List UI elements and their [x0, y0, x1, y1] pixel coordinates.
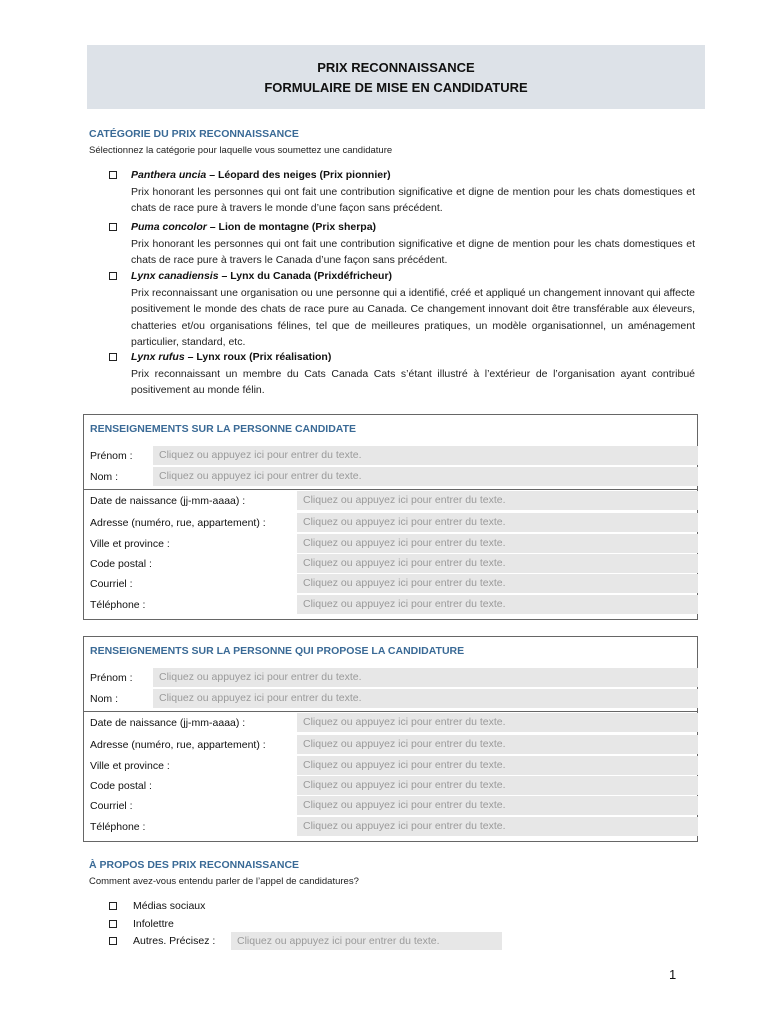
form-header — [87, 45, 705, 109]
candidate-code-input[interactable]: Cliquez ou appuyez ici pour entrer du texte. — [297, 554, 698, 573]
category-checkbox-pionnier[interactable] — [109, 171, 117, 179]
candidate-courriel-input[interactable]: Cliquez ou appuyez ici pour entrer du texte. — [297, 574, 698, 593]
category-desc-defricheur: Prix reconnaissant une organisation ou une personne qui a identifié, créé et appliqué un changement innovant qui affecte positivement le monde des chats de race pure au Canada. Ce changement innovant doit être transférable aux éleveurs, chatteries et/ou organisations félines, tel que de meilleures pratiques, un modèle organisationnel, un aménagement particulier, standard, etc. — [131, 287, 695, 348]
about-checkbox-infolettre[interactable] — [109, 920, 117, 928]
proposer-telephone-input[interactable]: Cliquez ou appuyez ici pour entrer du texte. — [297, 817, 698, 836]
proposer-nom-input[interactable]: Cliquez ou appuyez ici pour entrer du texte. — [153, 689, 698, 708]
category-desc-realisation: Prix reconnaissant un membre du Cats Canada Cats s’étant illustré à l’extérieur de l’organisation ayant contribué positivement au monde félin. — [131, 368, 695, 397]
proposer-telephone-label: Téléphone : — [90, 821, 146, 833]
proposer-courriel-input[interactable]: Cliquez ou appuyez ici pour entrer du texte. — [297, 796, 698, 815]
proposer-prenom-input[interactable]: Cliquez ou appuyez ici pour entrer du texte. — [153, 668, 698, 687]
proposer-prenom-label: Prénom : — [90, 672, 133, 684]
proposer-info-box — [83, 636, 698, 842]
candidate-prenom-input[interactable]: Cliquez ou appuyez ici pour entrer du texte. — [153, 446, 698, 465]
candidate-ville-input[interactable]: Cliquez ou appuyez ici pour entrer du texte. — [297, 534, 698, 553]
category-desc-pionnier: Prix honorant les personnes qui ont fait une contribution significative et digne de mention pour les chats domestiques et chats de race pure à travers le monde d’une façon sans précédent. — [131, 186, 695, 215]
candidate-adresse-label: Adresse (numéro, rue, appartement) : — [90, 517, 266, 529]
category-section-title: CATÉGORIE DU PRIX RECONNAISSANCE — [89, 128, 299, 140]
about-option-autres: Autres. Précisez : — [133, 935, 216, 947]
candidate-nom-input[interactable]: Cliquez ou appuyez ici pour entrer du texte. — [153, 467, 698, 486]
about-section-subtitle: Comment avez-vous entendu parler de l’appel de candidatures? — [89, 876, 359, 887]
candidate-prenom-label: Prénom : — [90, 450, 133, 462]
about-section-title: À PROPOS DES PRIX RECONNAISSANCE — [89, 859, 300, 871]
candidate-naissance-input[interactable]: Cliquez ou appuyez ici pour entrer du texte. — [297, 491, 698, 510]
category-title-realisation: Lynx rufus – Lynx roux (Prix réalisation) — [131, 351, 332, 363]
candidate-courriel-label: Courriel : — [90, 578, 133, 590]
proposer-code-label: Code postal : — [90, 780, 152, 792]
category-checkbox-realisation[interactable] — [109, 353, 117, 361]
header-subtitle: FORMULAIRE DE MISE EN CANDIDATURE — [264, 80, 528, 95]
proposer-courriel-label: Courriel : — [90, 800, 133, 812]
about-autres-input[interactable]: Cliquez ou appuyez ici pour entrer du texte. — [231, 932, 502, 950]
about-checkbox-autres[interactable] — [109, 937, 117, 945]
about-option-medias: Médias sociaux — [133, 900, 206, 912]
proposer-section-title: RENSEIGNEMENTS SUR LA PERSONNE QUI PROPOSE LA CANDIDATURE — [90, 645, 465, 657]
page-number: 1 — [669, 967, 677, 982]
about-checkbox-medias[interactable] — [109, 902, 117, 910]
candidate-nom-label: Nom : — [90, 471, 119, 483]
category-title-sherpa: Puma concolor – Lion de montagne (Prix sherpa) — [131, 221, 377, 233]
proposer-adresse-label: Adresse (numéro, rue, appartement) : — [90, 739, 266, 751]
candidate-ville-label: Ville et province : — [90, 538, 170, 550]
header-title: PRIX RECONNAISSANCE — [317, 60, 475, 75]
category-checkbox-defricheur[interactable] — [109, 272, 117, 280]
proposer-naissance-input[interactable]: Cliquez ou appuyez ici pour entrer du texte. — [297, 713, 698, 732]
candidate-telephone-label: Téléphone : — [90, 599, 146, 611]
proposer-naissance-label: Date de naissance (jj-mm-aaaa) : — [90, 717, 246, 729]
proposer-nom-label: Nom : — [90, 693, 119, 705]
category-section-subtitle: Sélectionnez la catégorie pour laquelle vous soumettez une candidature — [89, 145, 393, 156]
about-option-infolettre: Infolettre — [133, 918, 174, 930]
candidate-code-label: Code postal : — [90, 558, 152, 570]
candidate-naissance-label: Date de naissance (jj-mm-aaaa) : — [90, 495, 246, 507]
proposer-adresse-input[interactable]: Cliquez ou appuyez ici pour entrer du texte. — [297, 735, 698, 754]
candidate-info-box — [83, 414, 698, 620]
candidate-adresse-input[interactable]: Cliquez ou appuyez ici pour entrer du texte. — [297, 513, 698, 532]
category-checkbox-sherpa[interactable] — [109, 223, 117, 231]
category-title-pionnier: Panthera uncia – Léopard des neiges (Prix pionnier) — [131, 169, 391, 181]
category-desc-sherpa: Prix honorant les personnes qui ont fait une contribution significative et digne de mention pour les chats domestiques et chats de race pure à travers le Canada d’une façon sans précédent. — [131, 238, 695, 267]
category-title-defricheur: Lynx canadiensis – Lynx du Canada (Prixdéfricheur) — [131, 270, 393, 282]
candidate-telephone-input[interactable]: Cliquez ou appuyez ici pour entrer du texte. — [297, 595, 698, 614]
proposer-ville-label: Ville et province : — [90, 760, 170, 772]
proposer-ville-input[interactable]: Cliquez ou appuyez ici pour entrer du texte. — [297, 756, 698, 775]
proposer-code-input[interactable]: Cliquez ou appuyez ici pour entrer du texte. — [297, 776, 698, 795]
candidate-section-title: RENSEIGNEMENTS SUR LA PERSONNE CANDIDATE — [90, 423, 357, 435]
